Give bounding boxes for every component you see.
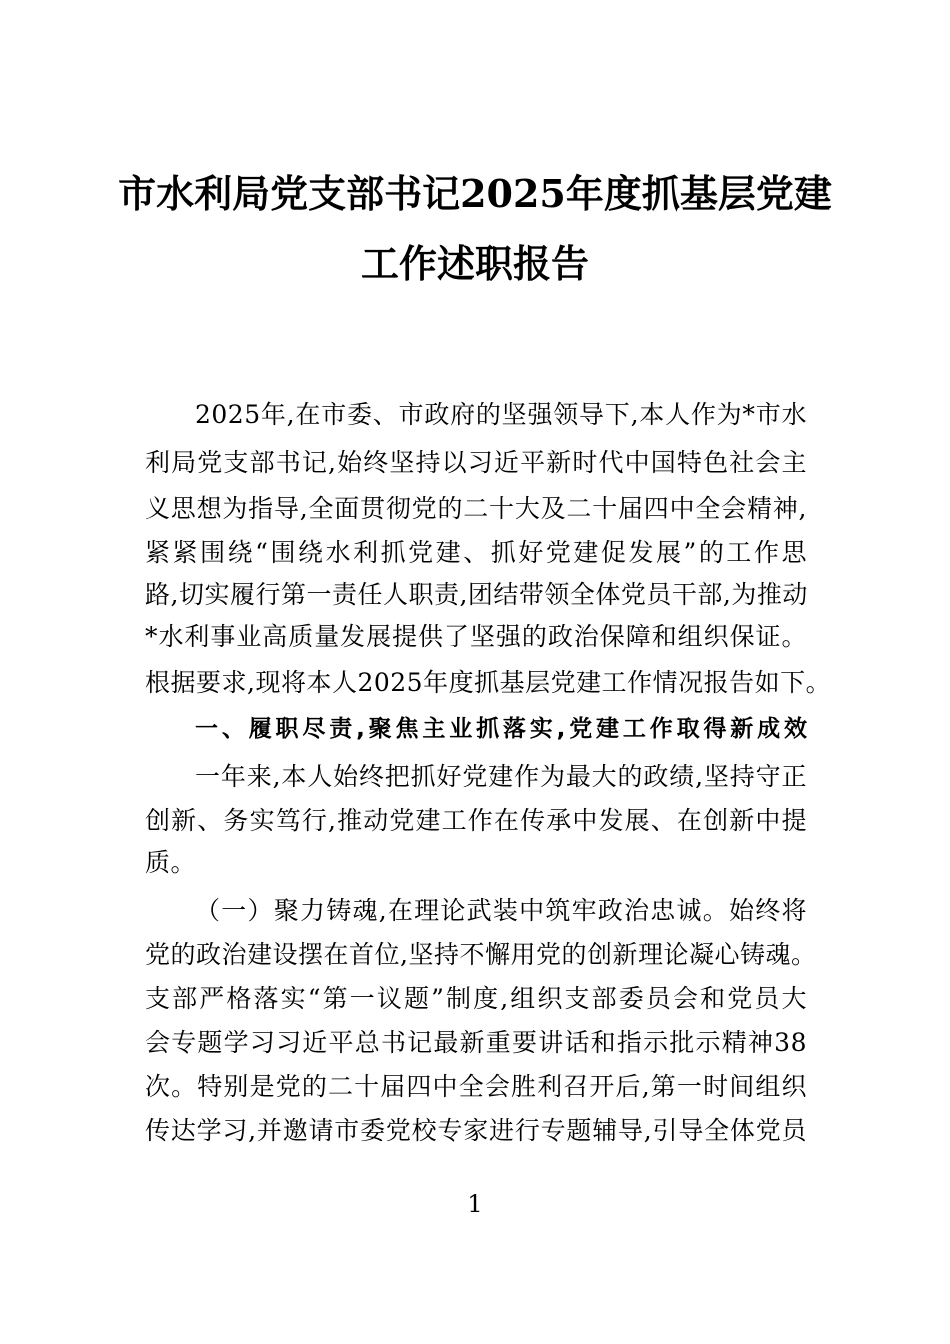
- intro-line-7: 根据要求,现将本人2025年度抓基层党建工作情况报告如下。: [145, 668, 832, 697]
- subsection1-line-1: （一）聚力铸魂,在理论武装中筑牢政治忠诚。始终将: [195, 896, 807, 925]
- subsection1-line-2: 党的政治建设摆在首位,坚持不懈用党的创新理论凝心铸魂。: [145, 940, 817, 969]
- intro-line-3: 义思想为指导,全面贯彻党的二十大及二十届四中全会精神,: [145, 494, 807, 523]
- subsection1-line-4: 会专题学习习近平总书记最新重要讲话和指示批示精神38: [145, 1028, 807, 1057]
- intro-line-5: 路,切实履行第一责任人职责,团结带领全体党员干部,为推动: [145, 580, 808, 609]
- section1-line-2: 创新、务实笃行,推动党建工作在传承中发展、在创新中提: [145, 806, 807, 835]
- intro-line-6: *水利事业高质量发展提供了坚强的政治保障和组织保证。: [145, 622, 807, 651]
- page-number: 1: [467, 1190, 483, 1218]
- subsection1-line-6: 传达学习,并邀请市委党校专家进行专题辅导,引导全体党员: [145, 1116, 807, 1145]
- section1-line-3: 质。: [145, 848, 197, 877]
- section1-line-1: 一年来,本人始终把抓好党建作为最大的政绩,坚持守正: [195, 762, 807, 791]
- subsection1-line-3: 支部严格落实“第一议题”制度,组织支部委员会和党员大: [145, 984, 807, 1013]
- document-title-line-1: 市水利局党支部书记2025年度抓基层党建: [118, 171, 832, 216]
- subsection1-line-5: 次。特别是党的二十届四中全会胜利召开后,第一时间组织: [145, 1072, 807, 1101]
- intro-line-1: 2025年,在市委、市政府的坚强领导下,本人作为*市水: [195, 400, 807, 429]
- intro-line-2: 利局党支部书记,始终坚持以习近平新时代中国特色社会主: [145, 448, 807, 477]
- document-title-line-2: 工作述职报告: [360, 241, 589, 286]
- section-heading-1: 一、履职尽责,聚焦主业抓落实,党建工作取得新成效: [195, 716, 807, 742]
- intro-line-4: 紧紧围绕“围绕水利抓党建、抓好党建促发展”的工作思: [145, 538, 807, 567]
